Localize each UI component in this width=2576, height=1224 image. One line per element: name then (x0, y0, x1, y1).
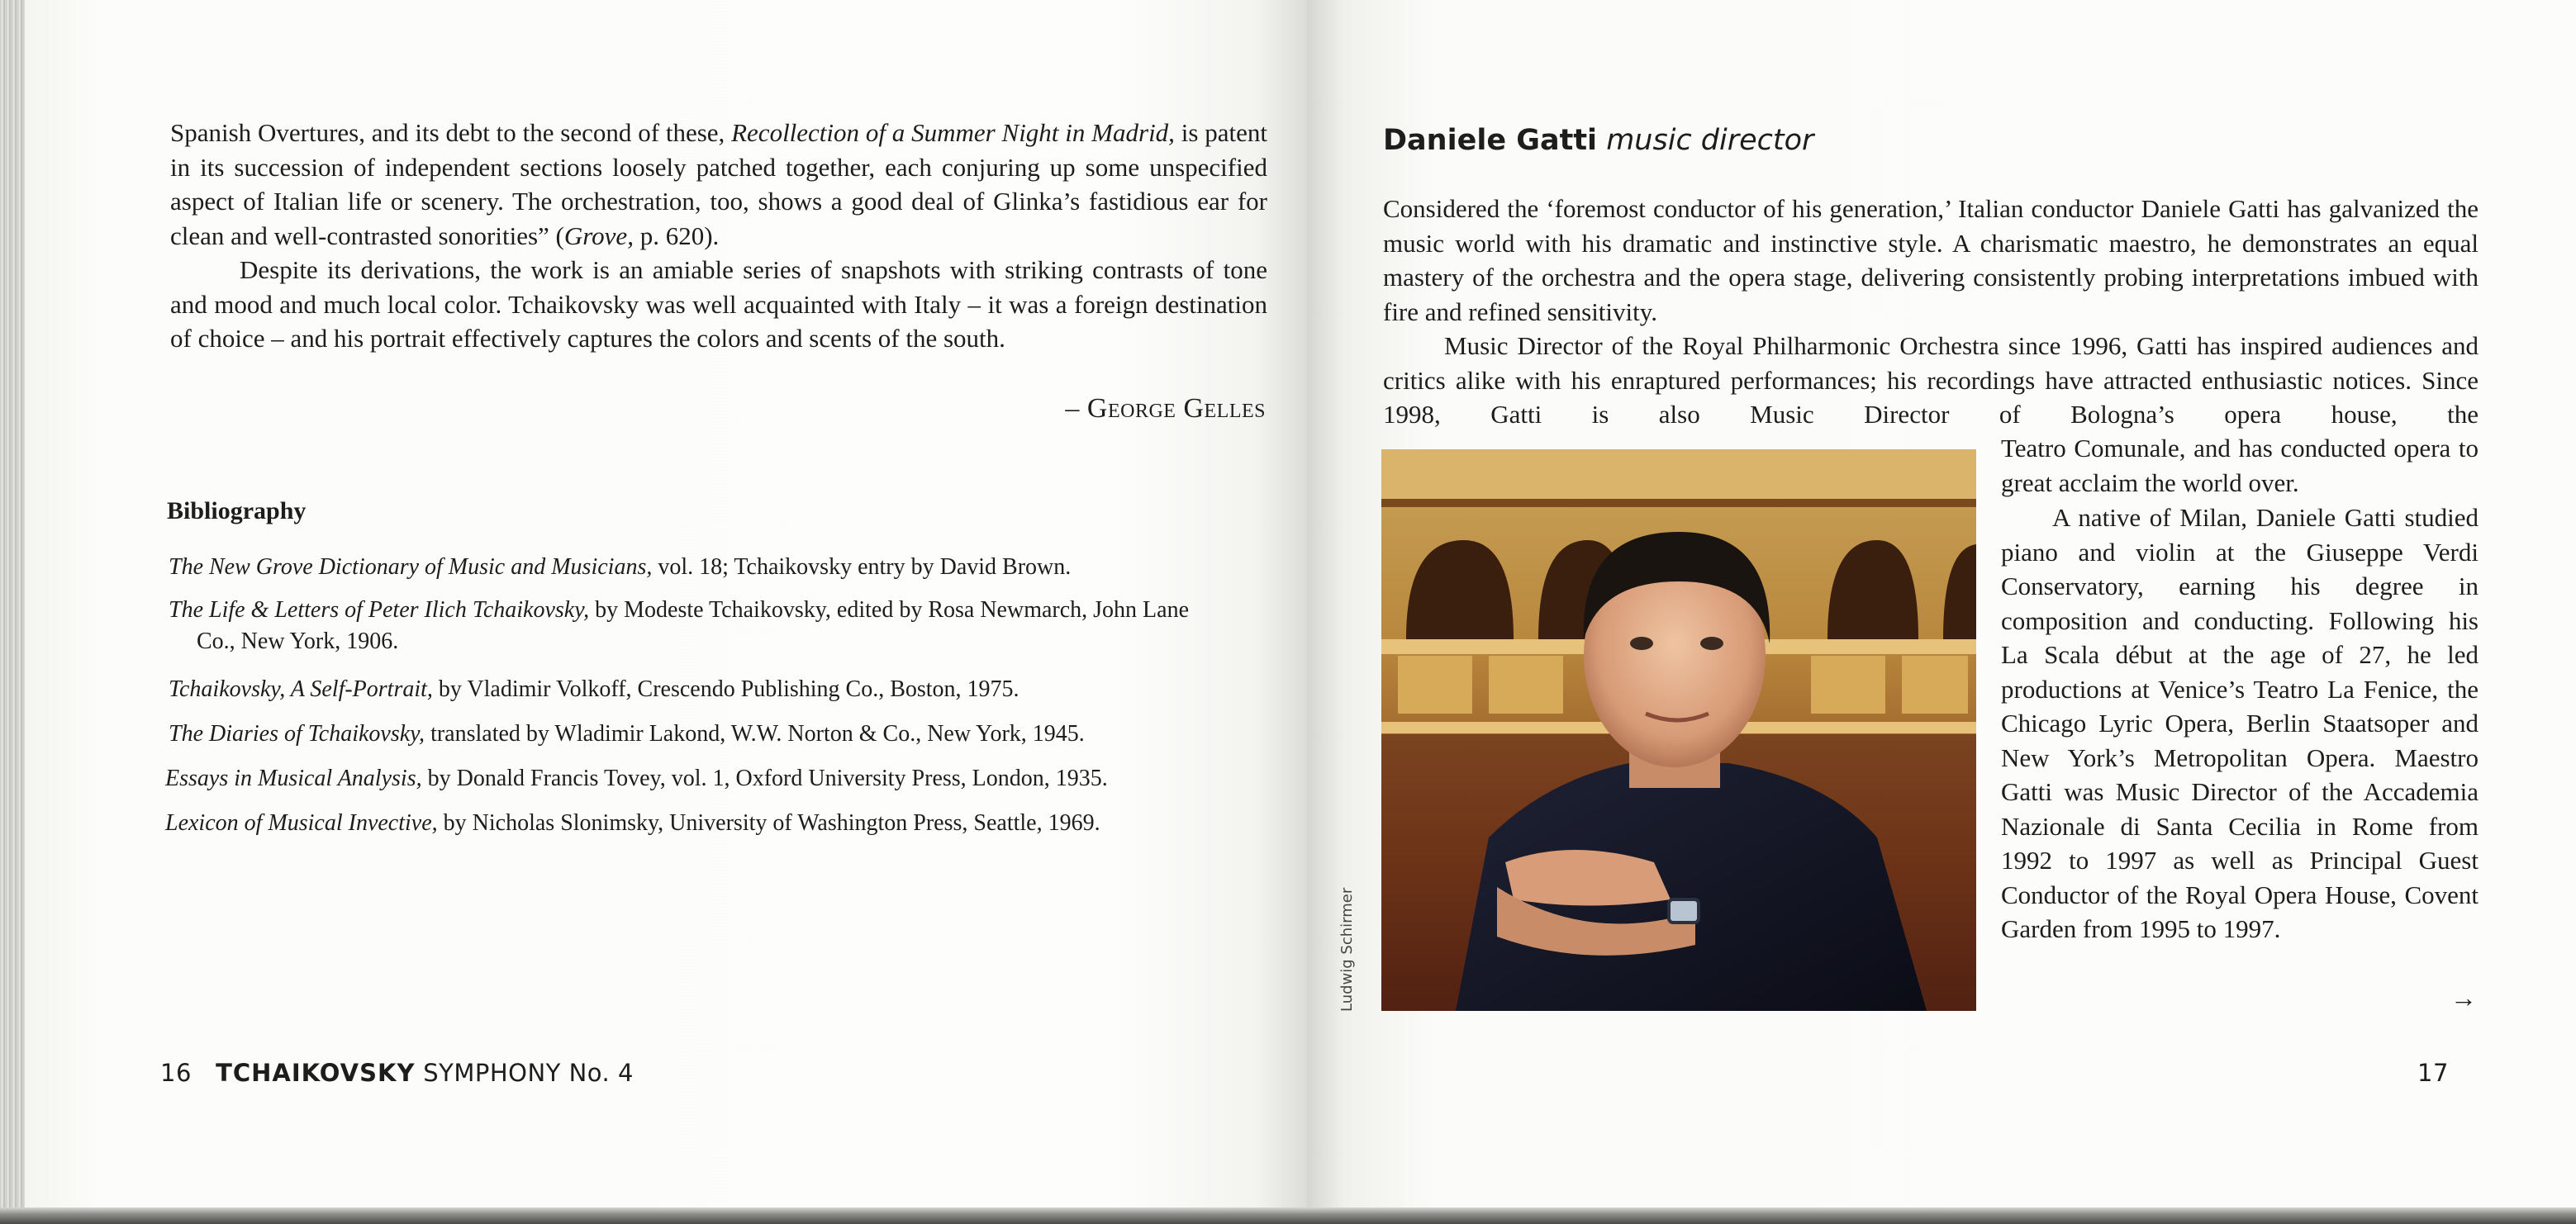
source-title: Grove, (563, 221, 634, 250)
bibliography-entry: The Diaries of Tchaikovsky, translated by Wladimir Lakond, W.W. Norton & Co., New York, 1945. (169, 721, 1085, 747)
bibliography-entry: Tchaikovsky, A Self-Portrait, by Vladimir Volkoff, Crescendo Publishing Co., Boston, 1975. (169, 676, 1019, 702)
bio-paragraph-1: Considered the ‘foremost conductor of his generation,’ Italian conductor Daniele Gatti has galvanized the music world with his dramatic and instinctive style. A charismatic maestro, he demonstrates an equal mastery of the orchestra and the opera stage, delivering consistently probing interpretations imbued with fire and refined sensitivity. (1383, 194, 2479, 326)
photo-credit: Ludwig Schirmer (1338, 887, 1356, 1012)
continue-arrow-icon: → (2450, 983, 2477, 1013)
page-stack-edge (0, 0, 25, 1207)
footer-composer: TCHAIKOVSKY (216, 1059, 416, 1087)
work-title: Recollection of a Summer Night in Madrid, (731, 118, 1175, 147)
footer-work: SYMPHONY No. 4 (423, 1059, 634, 1087)
bio-paragraph-2: Music Director of the Royal Philharmonic Orchestra since 1996, Gatti has inspired audiences and critics alike with his enraptured performances; his recordings have attracted enthusiastic notices. Since 1998, Gatti is also Music Director of Bologna’s opera house, the (1383, 331, 2479, 429)
bio-paragraph-2-continued: Teatro Comunale, and has conducted opera to great acclaim the world over. (2001, 434, 2479, 497)
page-title: Daniele Gatti music director (1383, 124, 1814, 157)
bibliography-entry: The Life & Letters of Peter Ilich Tchaikovsky, by Modeste Tchaikovsky, edited by Rosa Newmarch, John Lane Co., New York, 1906. (169, 597, 1190, 654)
booklet-bottom-edge (0, 1207, 2576, 1224)
bibliography-entry: Lexicon of Musical Invective, by Nicholas Slonimsky, University of Washington Press, Seattle, 1969. (165, 810, 1100, 836)
bibliography-heading: Bibliography (167, 497, 307, 524)
bibliography-entry: Essays in Musical Analysis, by Donald Francis Tovey, vol. 1, Oxford University Press, London, 1935. (165, 766, 1108, 791)
bibliography-entry: The New Grove Dictionary of Music and Musicians, vol. 18; Tchaikovsky entry by David Brown. (169, 554, 1072, 580)
author-attribution: – George Gelles (1065, 393, 1266, 424)
bio-paragraph-3: A native of Milan, Daniele Gatti studied piano and violin at the Giuseppe Verdi Conservatory, earning his degree in composition and conducting. Following his La Scala début at the age of 27, he led productions at Venice’s Teatro La Fenice, the Chicago Lyric Opera, Berlin Staatsoper and New York’s Metropolitan Opera. Maestro Gatti was Music Director of the Accademia Nazionale di Santa Cecilia in Rome from 1992 to 1997 as well as Principal Guest Conductor of the Royal Opera House, Covent Garden from 1995 to 1997. (2001, 503, 2479, 943)
portrait-photo-image (1381, 449, 1976, 1011)
left-page-footer (160, 1059, 634, 1087)
essay-paragraph-1: Spanish Overtures, and its debt to the second of these, Recollection of a Summer Night in Madrid, is patent in its succession of independent sections loosely patched together, each conjuring up some unspecified aspect of Italian life or scenery. The orchestration, too, shows a good deal of Glinka’s fastidious ear for clean and well-contrasted sonorities” (Grove, p. 620). (170, 118, 1267, 250)
right-page-number: 17 (2417, 1059, 2449, 1087)
essay-paragraph-2: Despite its derivations, the work is an amiable series of snapshots with striking contrasts of tone and mood and much local color. Tchaikovsky was well acquainted with Italy – it was a foreign destination of choice – and his portrait effectively captures the colors and scents of the south. (170, 255, 1267, 353)
page-number: 16 (160, 1059, 192, 1087)
left-page (25, 0, 1307, 1207)
conductor-portrait (1381, 449, 1976, 1011)
right-page (1307, 0, 2576, 1207)
